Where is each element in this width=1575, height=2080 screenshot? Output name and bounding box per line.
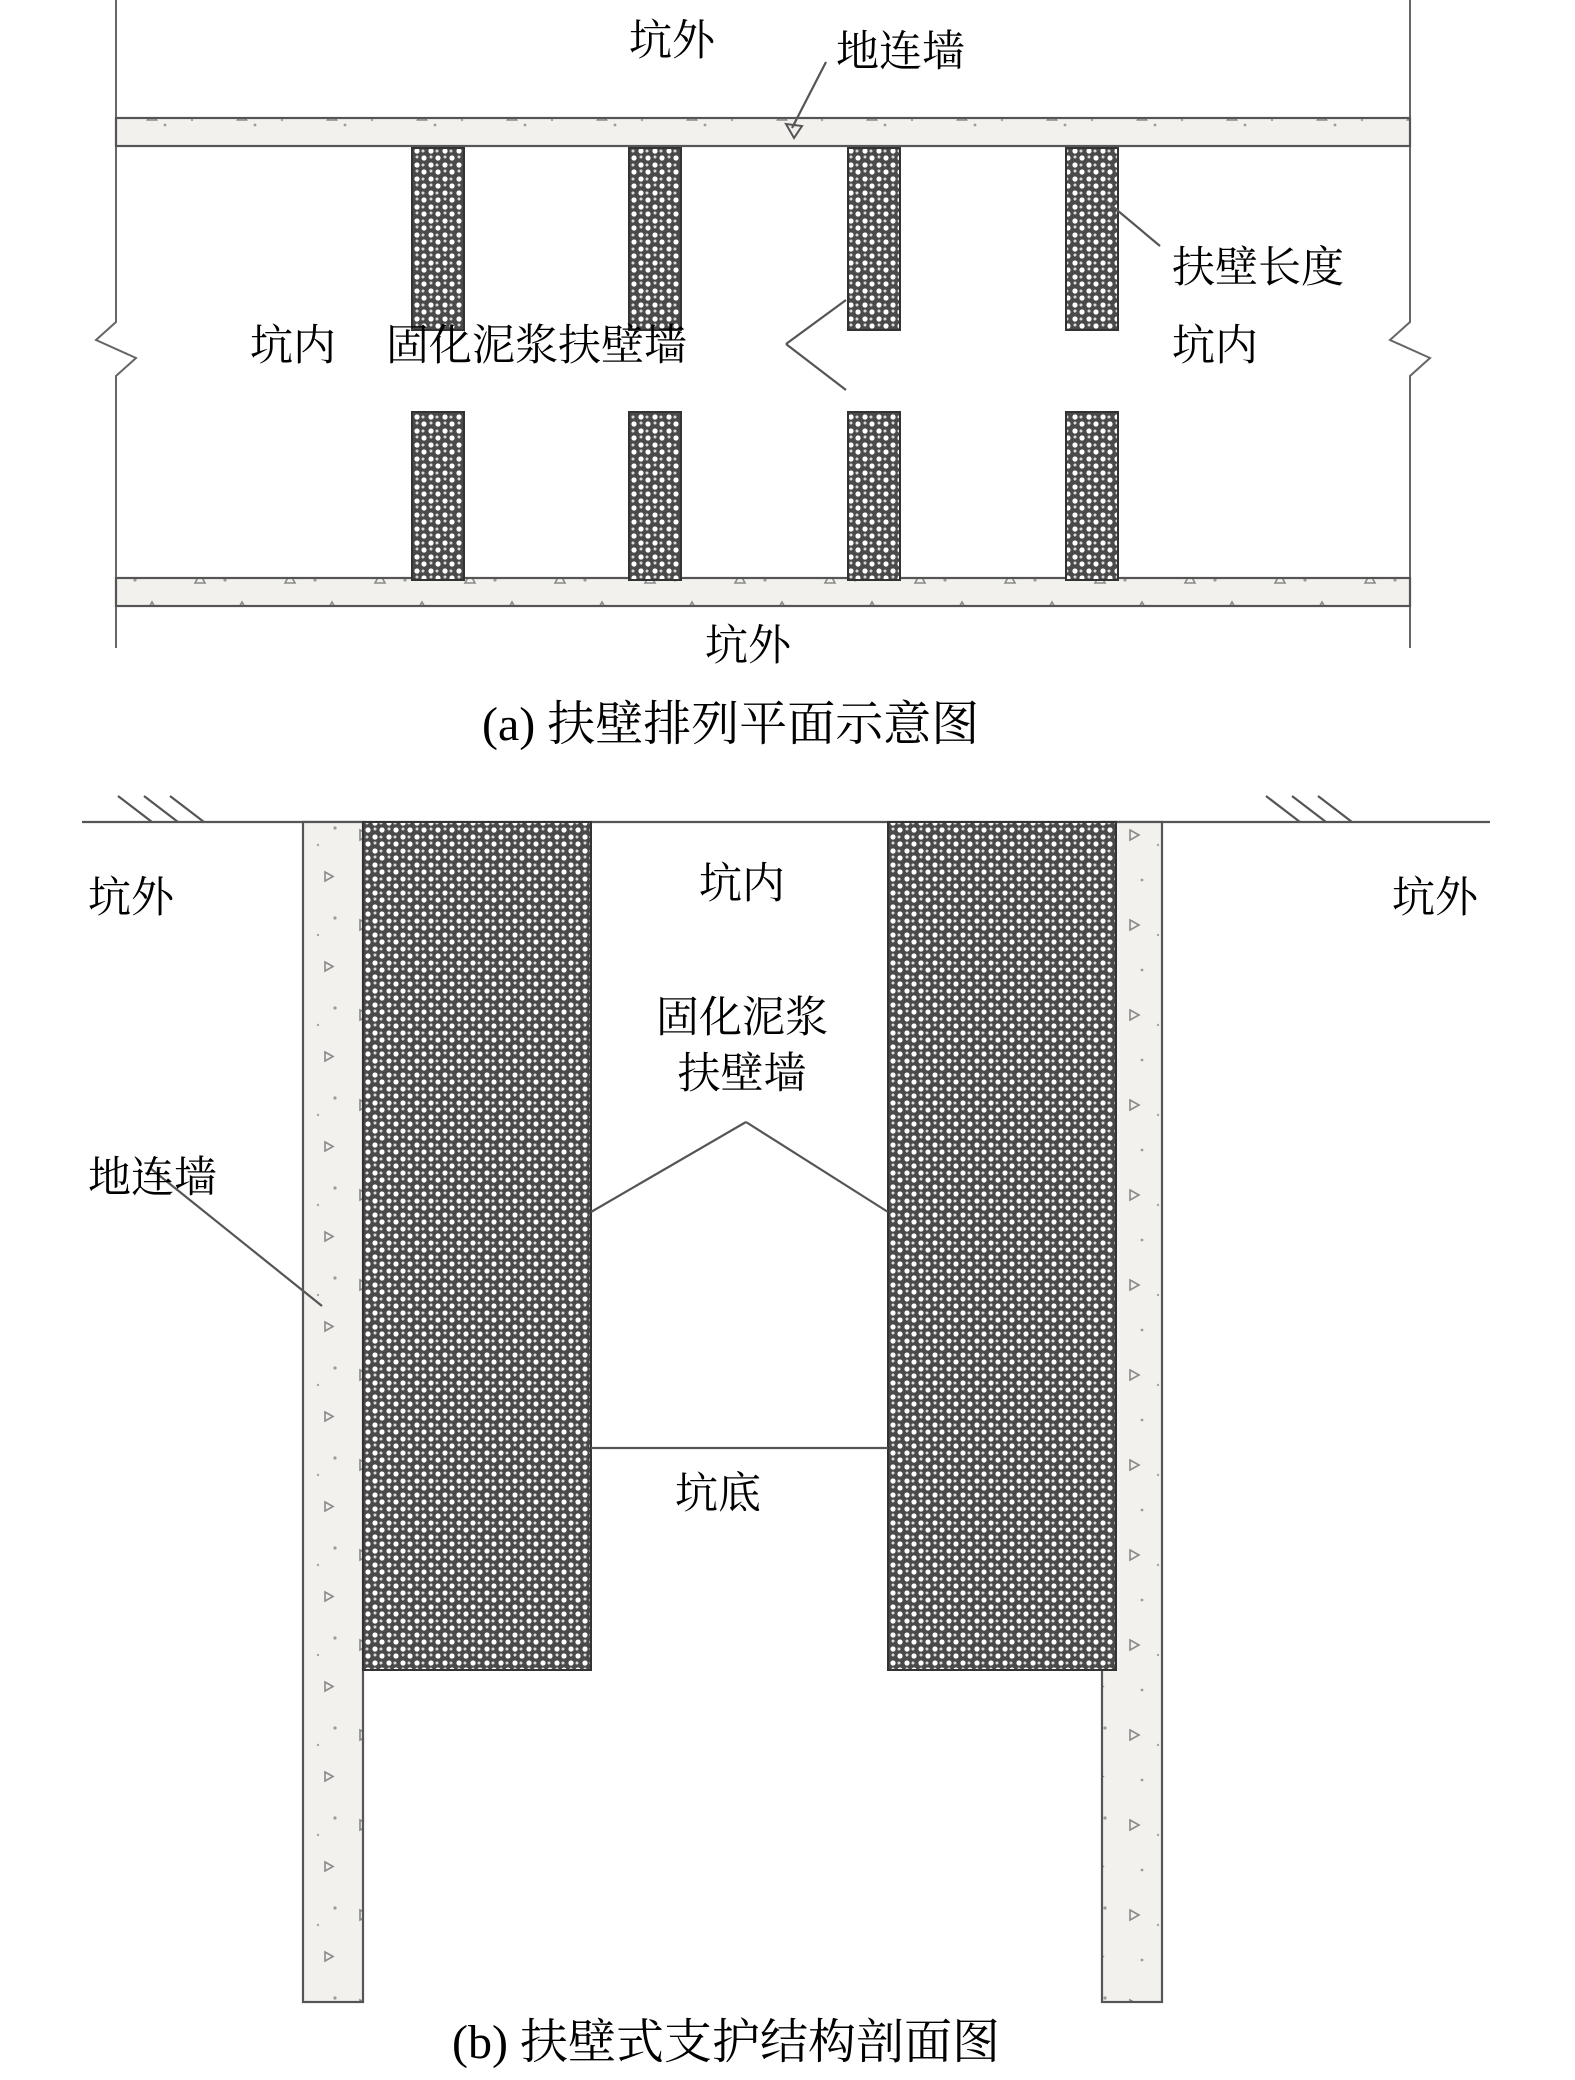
plan-view-drawing [96, 0, 1430, 751]
section-label-inside: 坑内 [699, 859, 785, 909]
caption-a: (a) 扶壁排列平面示意图 [482, 698, 980, 751]
section-label-outside-left: 坑外 [88, 873, 174, 923]
section-label-slurry-buttress-line2: 扶壁墙 [677, 1049, 807, 1099]
plan-label-outside-bottom: 坑外 [705, 621, 791, 671]
plan-buttress-top-row [412, 148, 1118, 330]
section-left-buttress [363, 822, 591, 1670]
plan-label-diaphragm-wall: 地连墙 [836, 27, 965, 77]
section-label-slurry-buttress-line1: 固化泥浆 [656, 993, 828, 1043]
caption-b: (b) 扶壁式支护结构剖面图 [452, 2016, 1000, 2069]
plan-top-diaphragm-wall [116, 118, 1410, 146]
plan-bottom-diaphragm-wall [116, 578, 1410, 606]
plan-left-break-line [96, 0, 136, 648]
section-leader-slurry-buttress [591, 1122, 888, 1212]
section-ground-line [82, 796, 1490, 822]
section-left-diaphragm-wall [303, 822, 363, 2002]
plan-label-inside-right: 坑内 [1172, 321, 1258, 371]
plan-label-outside-top: 坑外 [629, 16, 715, 66]
plan-leader-slurry-buttress [786, 300, 846, 390]
plan-label-slurry-buttress: 固化泥浆扶壁墙 [386, 321, 687, 371]
section-view-drawing [82, 796, 1490, 2069]
section-label-pit-bottom: 坑底 [675, 1469, 761, 1519]
plan-label-inside-left: 坑内 [250, 321, 336, 371]
plan-buttress-bottom-row [412, 412, 1118, 580]
section-label-diaphragm-wall: 地连墙 [88, 1153, 217, 1203]
section-right-buttress [888, 822, 1116, 1670]
section-label-outside-right: 坑外 [1392, 873, 1478, 923]
plan-right-break-line [1390, 0, 1430, 648]
plan-label-buttress-length: 扶壁长度 [1172, 243, 1344, 293]
